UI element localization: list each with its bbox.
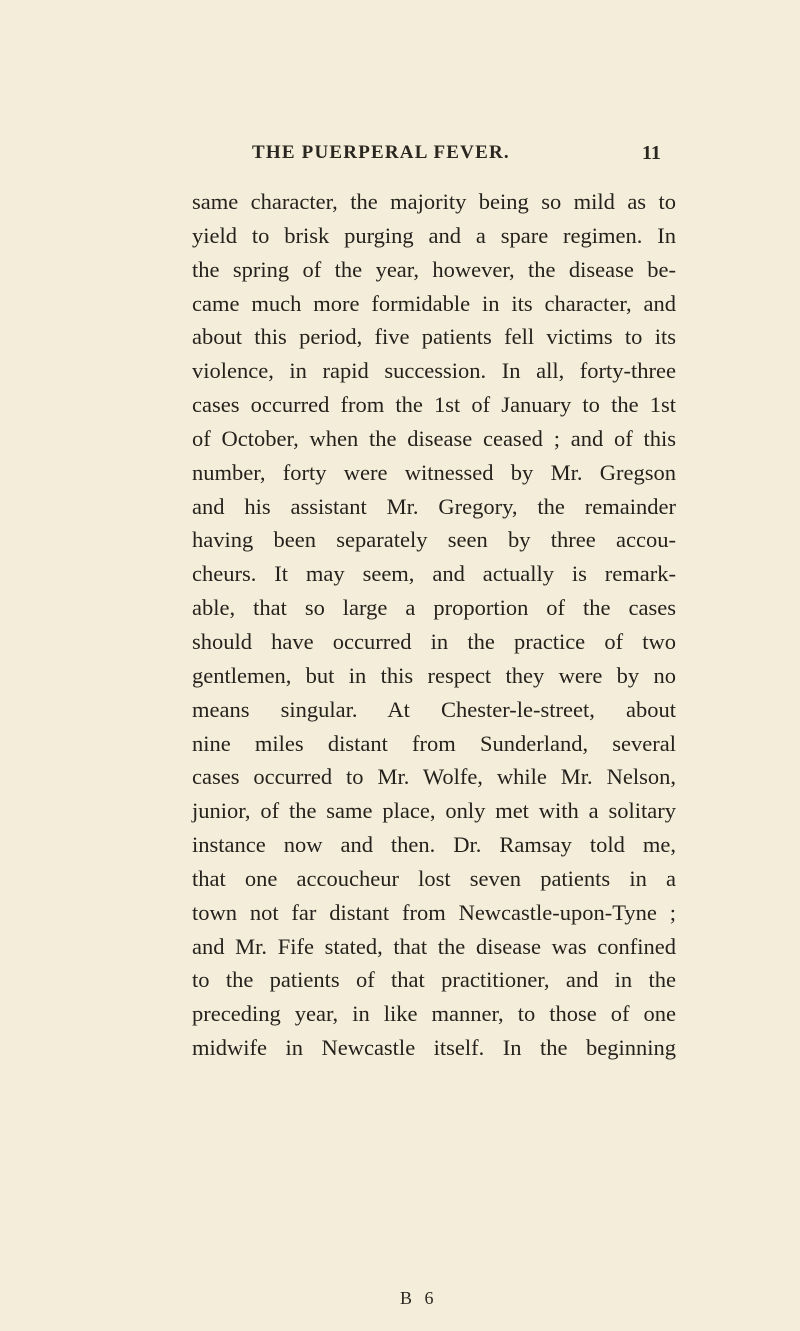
text-line: town not far distant from Newcastle-upon-Tyne ; — [192, 899, 676, 925]
text-line: having been separately seen by three accou- — [192, 527, 676, 553]
text-line: violence, in rapid succession. In all, forty-three — [192, 358, 676, 384]
signature-mark: B 6 — [400, 1288, 438, 1308]
running-head — [0, 142, 800, 172]
page-number: 11 — [642, 142, 661, 164]
text-line: number, forty were witnessed by Mr. Gregson — [192, 459, 676, 485]
text-line: instance now and then. Dr. Ramsay told me, — [192, 832, 676, 858]
text-line: yield to brisk purging and a spare regimen. In — [192, 222, 676, 248]
text-line: should have occurred in the practice of two — [192, 628, 676, 654]
text-line: gentlemen, but in this respect they were by no — [192, 662, 676, 688]
text-line: preceding year, in like manner, to those of one — [192, 1001, 676, 1027]
text-line: came much more formidable in its character, and — [192, 290, 676, 316]
text-line: and Mr. Fife stated, that the disease was confined — [192, 933, 676, 959]
text-line: cases occurred from the 1st of January to the 1st — [192, 392, 676, 418]
running-title: THE PUERPERAL FEVER. — [252, 142, 510, 163]
text-line: cases occurred to Mr. Wolfe, while Mr. Nelson, — [192, 764, 676, 790]
text-line: same character, the majority being so mild as to — [192, 189, 676, 214]
text-line: junior, of the same place, only met with a solitary — [192, 798, 676, 824]
text-line: that one accoucheur lost seven patients in a — [192, 865, 676, 891]
text-line: and his assistant Mr. Gregory, the remainder — [192, 493, 676, 519]
text-line: of October, when the disease ceased ; and of this — [192, 425, 676, 451]
text-line: the spring of the year, however, the disease be- — [192, 256, 676, 282]
text-line: nine miles distant from Sunderland, several — [192, 730, 676, 756]
text-line: cheurs. It may seem, and actually is remark- — [192, 561, 676, 587]
body-text — [192, 185, 676, 1065]
text-line: midwife in Newcastle itself. In the beginning — [192, 1035, 676, 1061]
text-line: to the patients of that practitioner, and in the — [192, 967, 676, 993]
text-line: means singular. At Chester-le-street, about — [192, 696, 676, 722]
text-line: able, that so large a proportion of the cases — [192, 595, 676, 621]
text-line: about this period, five patients fell victims to its — [192, 324, 676, 350]
